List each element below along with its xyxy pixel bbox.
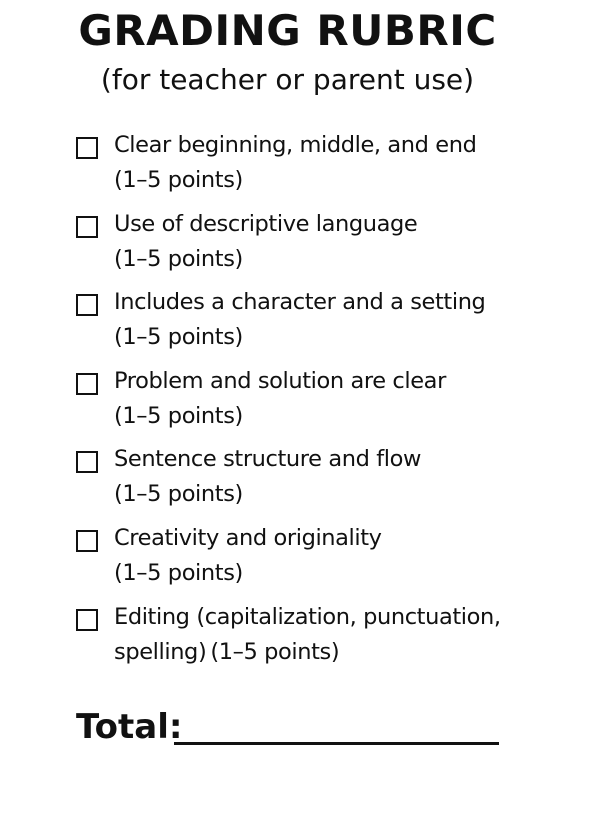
rubric-checkbox[interactable]: [76, 530, 98, 552]
total-row: [76, 702, 182, 752]
rubric-item-editing: [76, 600, 586, 679]
rubric-item-label: Includes a character and a setting: [114, 289, 486, 316]
page-subtitle: (for teacher or parent use): [100, 63, 475, 96]
rubric-checkbox[interactable]: [76, 294, 98, 316]
rubric-item-label: Problem and solution are clear: [114, 367, 446, 394]
total-blank-line[interactable]: [174, 742, 499, 745]
rubric-item-creativity: [76, 521, 586, 600]
rubric-item-points: (1–5 points): [114, 481, 243, 508]
rubric-item-problem-solution: [76, 364, 586, 443]
rubric-item-label: Sentence structure and flow: [114, 446, 421, 473]
page-title: GRADING RUBRIC: [78, 6, 497, 55]
rubric-checkbox[interactable]: [76, 137, 98, 159]
rubric-checkbox[interactable]: [76, 609, 98, 631]
rubric-item-label: Creativity and originality: [114, 524, 382, 551]
rubric-list: [76, 128, 586, 678]
rubric-checkbox[interactable]: [76, 216, 98, 238]
rubric-item-points-line: [114, 635, 586, 670]
rubric-item-points: (1–5 points): [114, 402, 243, 429]
rubric-item-beginning-middle-end: [76, 128, 586, 207]
rubric-item-label-continued: spelling): [114, 638, 207, 665]
rubric-item-points: (1–5 points): [114, 245, 243, 272]
rubric-item-label: Use of descriptive language: [114, 210, 418, 237]
rubric-checkbox[interactable]: [76, 373, 98, 395]
rubric-item-points: (1–5 points): [114, 324, 243, 351]
total-label: Total:: [76, 707, 183, 747]
rubric-item-label: Clear beginning, middle, and end: [114, 132, 477, 158]
rubric-item-points: (1–5 points): [210, 638, 340, 665]
rubric-item-sentence-structure: [76, 442, 586, 521]
rubric-item-points: (1–5 points): [114, 167, 243, 193]
rubric-item-points: (1–5 points): [114, 559, 243, 586]
rubric-item-label: Editing (capitalization, punctuation,: [114, 603, 501, 630]
rubric-item-character-setting: [76, 285, 586, 364]
rubric-item-descriptive-language: [76, 207, 586, 286]
rubric-checkbox[interactable]: [76, 451, 98, 473]
